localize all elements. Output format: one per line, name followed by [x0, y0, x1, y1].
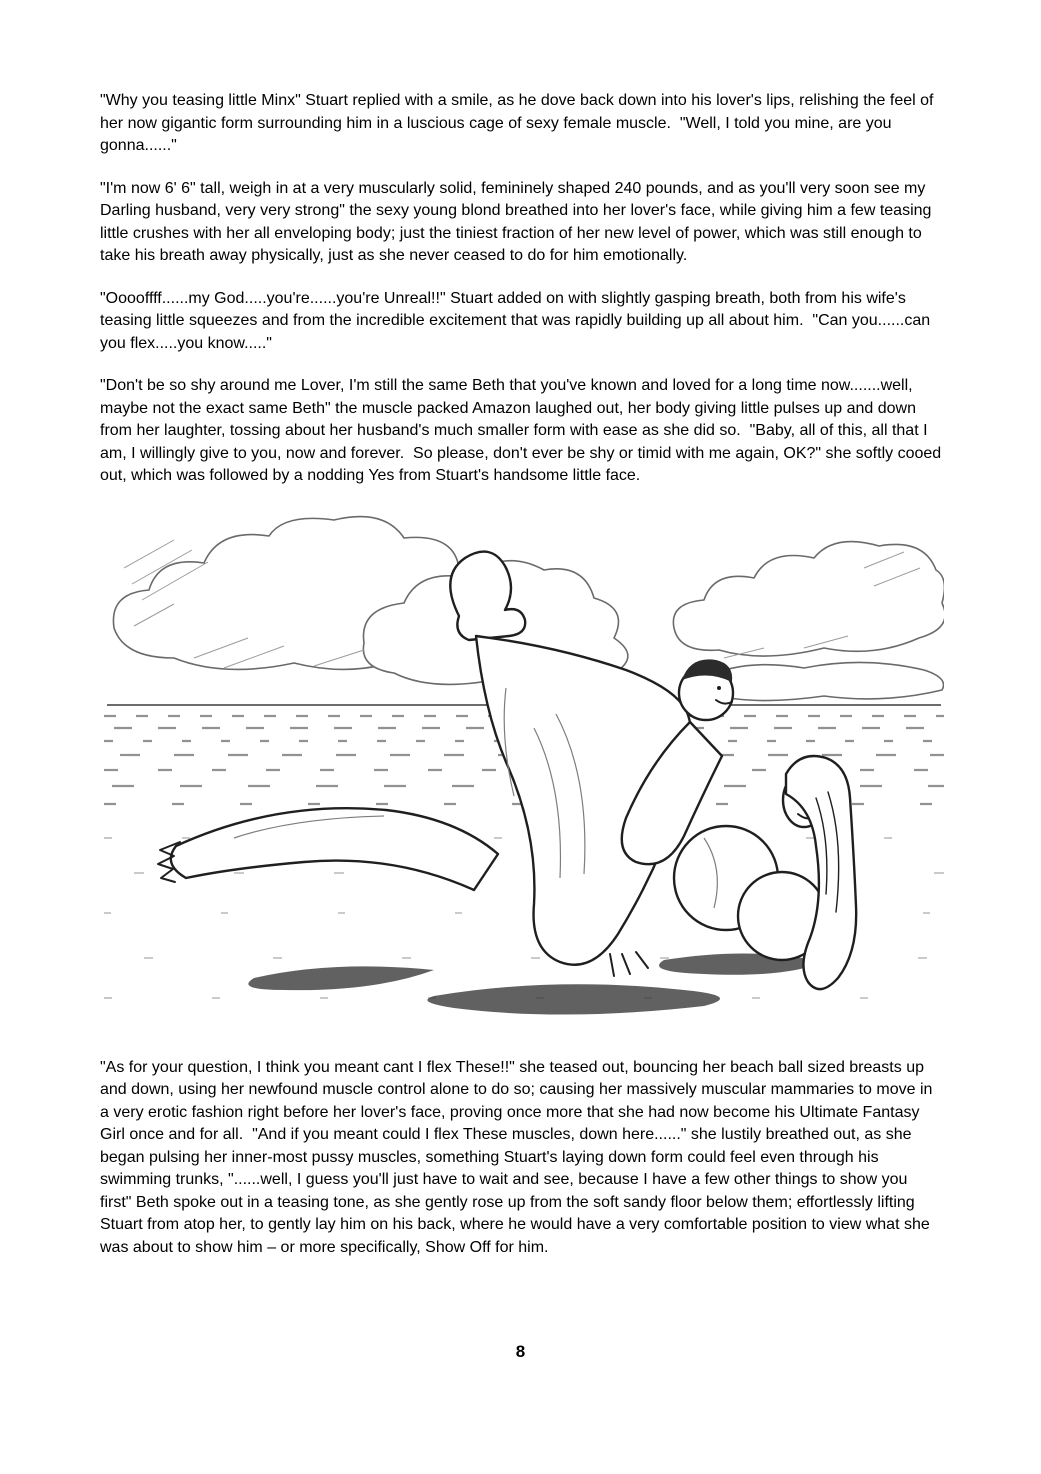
story-paragraph-1: "Why you teasing little Minx" Stuart replied with a smile, as he dove back down into his lover's lips, relishing the feel of her now gigantic form surrounding him in a luscious cage of sexy female muscle. "Well, I told you mine, are you gonna......" — [100, 92, 938, 154]
page-number: 8 — [515, 1342, 526, 1361]
sand-shadows — [248, 953, 824, 1014]
story-content — [100, 90, 946, 1279]
beach-illustration-sketch — [104, 508, 944, 1033]
story-paragraph-4: "Don't be so shy around me Lover, I'm still the same Beth that you've known and loved for a long time now.......well, maybe not the exact same Beth" the muscle packed Amazon laughed out, her body giving little pulses up and down from her laughter, tossing about her husband's much smaller form with ease as she did so. "Baby, all of this, all that I am, I willingly give to you, now and forever. So please, don't ever be shy or timid with me again, OK?" she softly cooed out, which was followed by a nodding Yes from Stuart's handsome little face. — [100, 377, 946, 484]
story-paragraph-2: "I'm now 6' 6" tall, weigh in at a very muscularly solid, femininely shaped 240 pounds, and as you'll very soon see my Darling husband, very very strong" the sexy young blond breathed into her lover's face, while giving him a few teasing little crushes with her all enveloping body; just the tiniest fraction of her new level of power, which was still enough to take his breath away physically, just as she never ceased to do for him emotionally. — [100, 179, 936, 264]
story-paragraph-5: "As for your question, I think you meant cant I flex These!!" she teased out, bouncing her beach ball sized breasts up and down, using her newfound muscle control alone to do so; causing her massively muscular mammaries to move in a very erotic fashion right before her lover's face, proving once more that she had now become his Ultimate Fantasy Girl once and for all. "And if you meant could I flex These muscles, down here......" she lustily breathed out, as she began pulsing her inner-most pussy muscles, something Stuart's laying down form could feel even through his swimming trunks, "......well, I guess you'll just have to wait and see, because I have a few other things to show you first" Beth spoke out in a teasing tone, as she gently rose up from the soft sandy floor below them; effortlessly lifting Stuart from atop her, to gently lay him on his back, where he would have a very comfortable position to view what she was about to show him – or more specifically, Show Off for him. — [100, 1058, 937, 1256]
beach-illustration — [104, 508, 944, 1033]
story-paragraph-3: "Ooooffff......my God.....you're......you're Unreal!!" Stuart added on with slightly gasping breath, both from his wife's teasing little squeezes and from the incredible excitement that was rapidly building up all about him. "Can you......can you flex.....you know....." — [100, 289, 935, 352]
